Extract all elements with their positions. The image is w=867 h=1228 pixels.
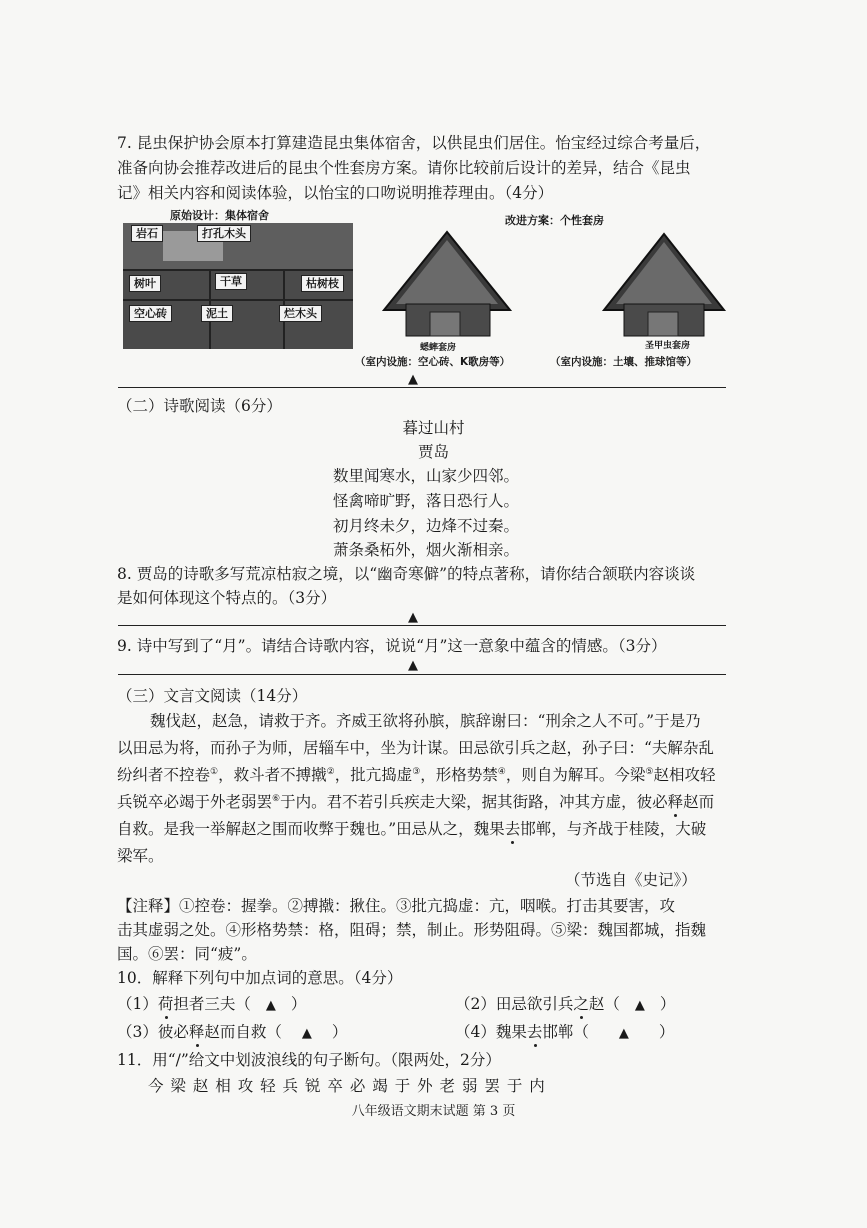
q7-answer-mark: ▲: [408, 372, 418, 387]
cricket-suite-caption: （室内设施：空心砖、K歌房等）: [355, 356, 511, 368]
scarab-suite-label: 圣甲虫套房: [645, 341, 691, 351]
q8-line2: 是如何体现这个特点的。（3分）: [117, 589, 337, 607]
classical-note2: 击其虚弱之处。④形格势禁：格，阻碍；禁，制止。形势阻碍。⑤梁：魏国都城，指魏: [117, 921, 707, 939]
poem-line-4: 萧条桑柘外，烟火渐相亲。: [333, 541, 520, 559]
classical-p6: 梁军。: [117, 847, 164, 865]
classical-p4: 兵锐卒必竭于外老弱罢⑥于内。君不若引兵疾走大梁，据其街路，冲其方虚，彼必释赵而: [117, 790, 714, 812]
material-leaves: 树叶: [129, 275, 161, 292]
q8-line1: 8. 贾岛的诗歌多写荒凉枯寂之境，以“幽奇寒僻”的特点著称，请你结合颔联内容谈谈: [117, 565, 696, 583]
poem-author: 贾岛: [417, 443, 449, 461]
material-rock: 岩石: [131, 225, 163, 242]
q8-answer-mark: ▲: [408, 610, 418, 625]
classical-heading: （三）文言文阅读（14分）: [117, 687, 308, 705]
classical-p3: 纷纠者不控卷①，救斗者不搏撠②，批亢捣虚③，形格势禁④，则自为解耳。今梁⑤赵相攻轻: [117, 766, 716, 784]
q7-line1: 7. 昆虫保护协会原本打算建造昆虫集体宿舍，以供昆虫们居住。怡宝经过综合考量后，: [117, 134, 711, 152]
classical-p1: 魏伐赵，赵急，请救于齐。齐威王欲将孙膑，膑辞谢曰：“刑余之人不可。”于是乃: [150, 712, 701, 730]
poem-section-heading: （二）诗歌阅读（6分）: [117, 397, 282, 415]
scarab-suite-house: [600, 230, 730, 340]
page-footer: 八年级语文期末试题 第 3 页: [351, 1104, 516, 1119]
poem-line-3: 初月终未夕，边烽不过秦。: [333, 517, 520, 535]
q10-stem: 10．解释下列句中加点词的意思。（4分）: [117, 969, 403, 987]
classical-note3: 国。⑥罢：同“疲”。: [117, 945, 257, 963]
q7-answer-line: [118, 387, 726, 388]
q10-item-2: （2）田忌欲引兵之赵（ ▲ ）: [455, 992, 675, 1014]
q10-item-4: （4）魏果去邯郸（ ▲ ）: [455, 1020, 674, 1042]
q8-answer-line: [118, 625, 726, 626]
scarab-suite-caption: （室内设施：土壤、推球馆等）: [550, 356, 697, 368]
q10-item-1: （1）荷担者三夫（ ▲ ）: [117, 992, 306, 1014]
material-soil: 泥土: [201, 305, 233, 322]
q9-answer-mark: ▲: [408, 658, 418, 673]
classical-source: （节选自《史记》）: [565, 871, 697, 889]
material-hay: 干草: [215, 273, 247, 290]
q9-answer-line: [118, 674, 726, 675]
classical-note1: 【注释】①控卷：握拳。②搏撠：揪住。③批亢捣虚：亢，咽喉。打击其要害，攻: [117, 897, 676, 915]
classical-p5: 自救。是我一举解赵之围而收弊于魏也。”田忌从之，魏果去邯郸，与齐战于桂陵，大破: [117, 817, 706, 839]
cricket-suite-label: 蟋蟀套房: [420, 343, 457, 353]
q7-line3: 记》相关内容和阅读体验，以怡宝的口吻说明推荐理由。（4分）: [117, 184, 554, 202]
q7-line2: 准备向协会推荐改进后的昆虫个性套房方案。请你比较前后设计的差异，结合《昆虫: [117, 159, 691, 177]
q11-stem: 11．用“/”给文中划波浪线的句子断句。（限两处，2分）: [117, 1051, 501, 1069]
q11-sentence: 今 梁 赵 相 攻 轻 兵 锐 卒 必 竭 于 外 老 弱 罢 于 内: [148, 1077, 545, 1095]
material-perforated-wood: 打孔木头: [197, 225, 251, 242]
material-rotten-wood: 烂木头: [279, 305, 322, 322]
material-hollow-brick: 空心砖: [129, 305, 172, 322]
poem-title: 暮过山村: [402, 419, 465, 437]
poem-line-1: 数里闻寒水，山家少四邻。: [333, 467, 520, 485]
classical-p2: 以田忌为将，而孙子为师，居辎车中，坐为计谋。田忌欲引兵之赵，孙子曰：“夫解杂乱: [117, 739, 714, 757]
cricket-suite-house: [380, 228, 515, 340]
q10-item-3: （3）彼必释赵而自救（ ▲ ）: [117, 1020, 347, 1042]
poem-line-2: 怪禽啼旷野，落日恐行人。: [333, 492, 520, 510]
improved-plan-title: 改进方案：个性套房: [505, 214, 604, 227]
collective-dorm-image: [123, 223, 353, 349]
q9-line1: 9. 诗中写到了“月”。请结合诗歌内容，说说“月”这一意象中蕴含的情感。（3分）: [117, 637, 667, 655]
material-dry-branches: 枯树枝: [301, 275, 344, 292]
original-design-title: 原始设计：集体宿舍: [170, 209, 269, 222]
